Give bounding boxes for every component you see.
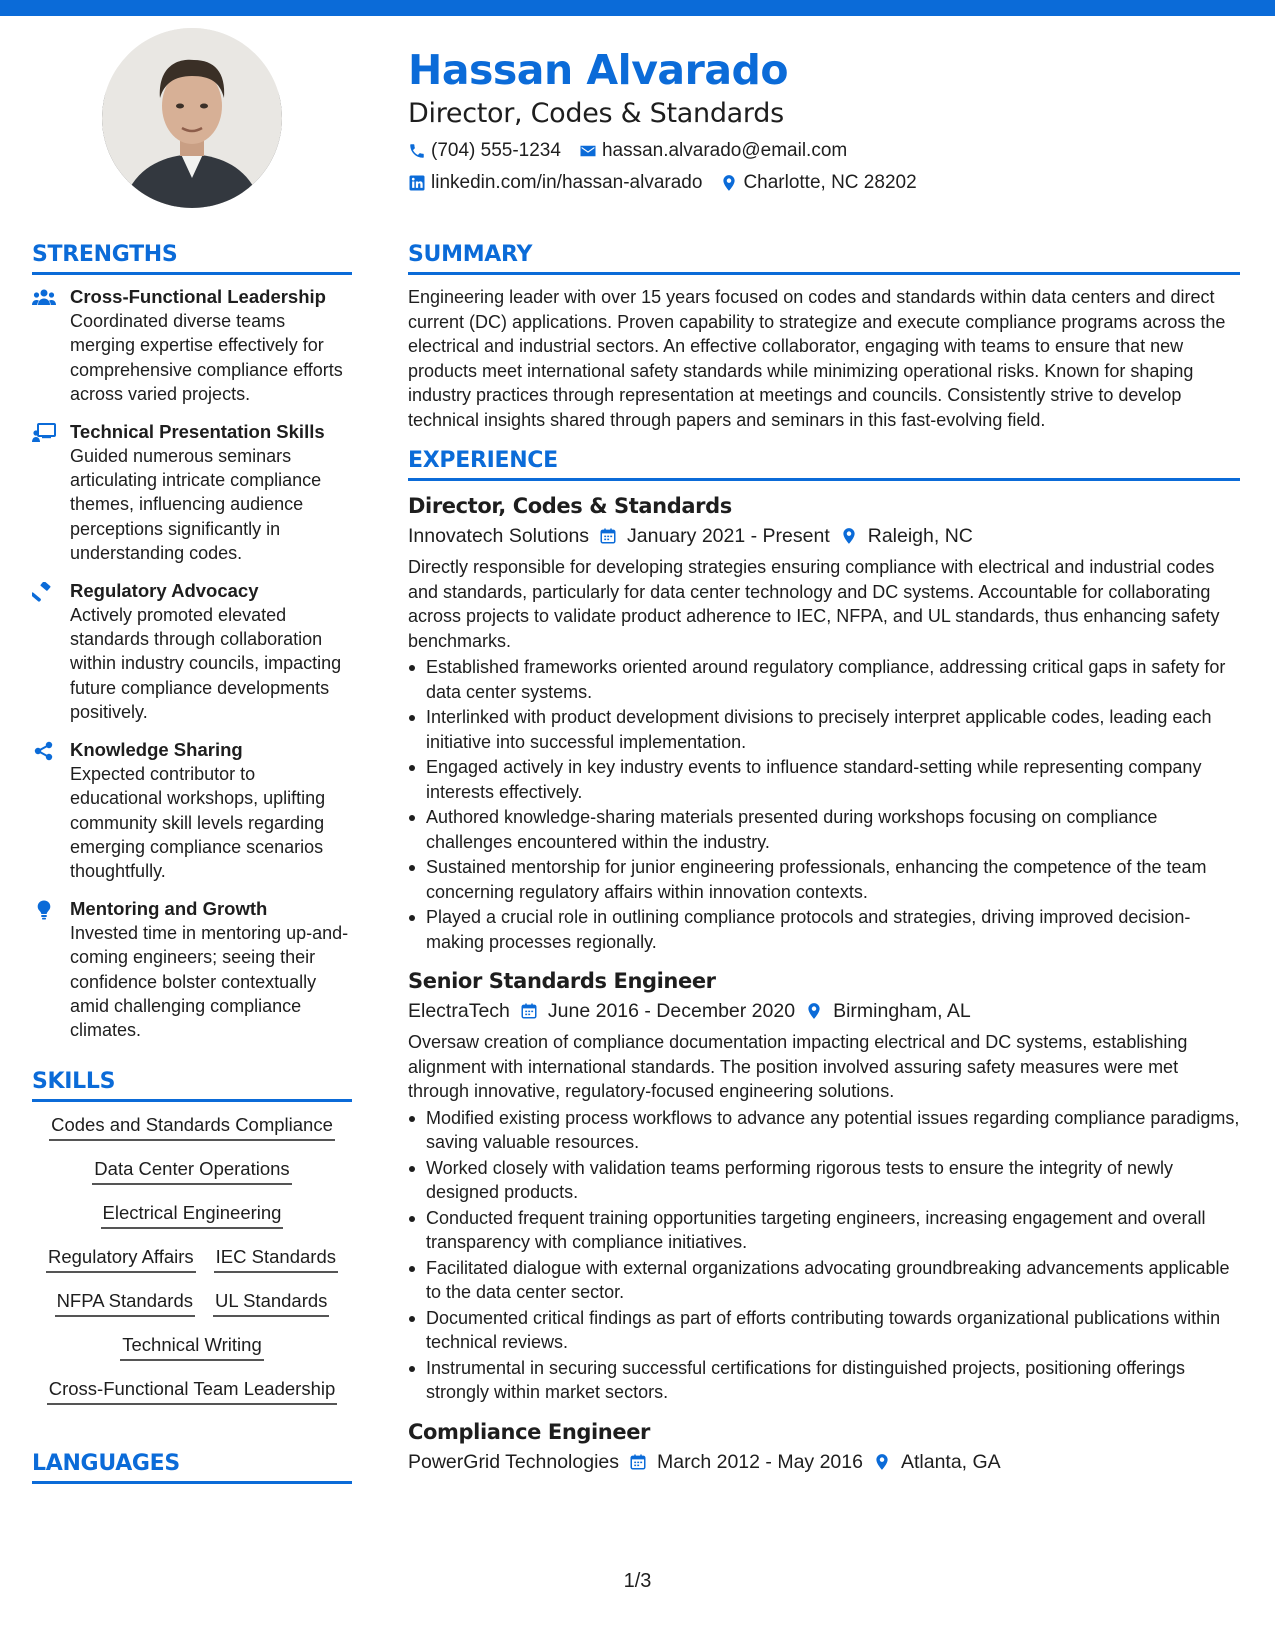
skill-tag: Cross-Functional Team Leadership bbox=[47, 1376, 338, 1405]
list-item: Facilitated dialogue with external organizations advocating groundbreaking advancements applicable to the data center sector. bbox=[408, 1256, 1240, 1305]
phone-icon bbox=[408, 142, 426, 160]
job-entry bbox=[408, 966, 1240, 1405]
job-company: PowerGrid Technologies bbox=[408, 1450, 620, 1473]
map-pin-icon bbox=[805, 1002, 823, 1020]
job-description: Oversaw creation of compliance documentation impacting electrical and DC systems, establishing alignment with international standards. The position involved assuring safety measures were met through innovative, regulatory-focused engineering solutions. bbox=[408, 1032, 1188, 1101]
strength-title: Knowledge Sharing bbox=[70, 738, 243, 760]
job-meta bbox=[408, 996, 1240, 1026]
linkedin-icon bbox=[408, 174, 426, 192]
strength-item bbox=[32, 285, 352, 407]
strength-item bbox=[32, 420, 352, 566]
list-item: Established frameworks oriented around regulatory compliance, addressing critical gaps in safety for data center systems. bbox=[408, 655, 1240, 704]
skills-heading: SKILLS bbox=[32, 1067, 352, 1102]
job-meta bbox=[408, 1447, 1240, 1477]
strength-title: Technical Presentation Skills bbox=[70, 420, 325, 442]
job-location: Raleigh, NC bbox=[867, 525, 973, 547]
job-title: Compliance Engineer bbox=[408, 1419, 650, 1444]
users-icon bbox=[32, 288, 56, 308]
job-title: Director, Codes & Standards bbox=[408, 494, 732, 518]
strength-item bbox=[32, 897, 352, 1043]
skills-list bbox=[32, 1112, 352, 1405]
strength-item bbox=[32, 738, 352, 884]
skill-tag: Codes and Standards Compliance bbox=[49, 1112, 335, 1141]
list-item: Conducted frequent training opportunities targeting engineers, increasing engagement and overall transparency with compliance initiatives. bbox=[408, 1206, 1240, 1255]
skill-tag: Electrical Engineering bbox=[101, 1200, 284, 1229]
skill-tag: Technical Writing bbox=[120, 1332, 264, 1361]
job-bullets bbox=[408, 655, 1240, 954]
job-location: Birmingham, AL bbox=[833, 1000, 971, 1022]
phone-text: (704) 555-1234 bbox=[431, 140, 561, 161]
strength-description: Coordinated diverse teams merging expertise effectively for comprehensive compliance efforts across varied projects. bbox=[70, 311, 343, 405]
map-pin-icon bbox=[840, 527, 858, 545]
strengths-heading: STRENGTHS bbox=[32, 240, 352, 275]
phone-contact[interactable] bbox=[408, 138, 561, 164]
job-location: Atlanta, GA bbox=[900, 1450, 1001, 1473]
list-item: Modified existing process workflows to advance any potential issues regarding compliance paradigms, saving valuable resources. bbox=[408, 1106, 1240, 1155]
location-text: Charlotte, NC 28202 bbox=[743, 172, 917, 193]
skill-tag: UL Standards bbox=[213, 1288, 329, 1317]
job-entry bbox=[408, 491, 1240, 954]
job-meta bbox=[408, 521, 1240, 551]
contact-row-2 bbox=[408, 170, 1248, 196]
list-item: Played a crucial role in outlining compliance protocols and strategies, driving improved decision-making processes regionally. bbox=[408, 905, 1240, 954]
list-item: Worked closely with validation teams performing rigorous tests to ensure the integrity of newly designed products. bbox=[408, 1156, 1240, 1205]
list-item: Sustained mentorship for junior engineering professionals, enhancing the competence of the team concerning regulatory affairs within innovation contexts. bbox=[408, 855, 1240, 904]
profile-photo-icon bbox=[102, 28, 282, 208]
envelope-icon bbox=[579, 142, 597, 160]
skill-tag: Regulatory Affairs bbox=[46, 1244, 196, 1273]
map-pin-icon bbox=[720, 174, 738, 192]
job-description: Directly responsible for developing strategies ensuring compliance with electrical and industrial codes and standards, particularly for data center technology and DC systems. Accountable for collaborating across projects to validate product adherence to IEC, NFPA, and UL standards, thus enhancing safety benchmarks. bbox=[408, 557, 1220, 651]
summary-heading: SUMMARY bbox=[408, 240, 1240, 275]
candidate-name: Hassan Alvarado bbox=[408, 46, 788, 94]
job-dates: January 2021 - Present bbox=[627, 525, 830, 547]
strength-description: Invested time in mentoring up-and-coming engineers; seeing their confidence bolster contextually amid challenging compliance climates. bbox=[70, 922, 349, 1041]
page-number: 1/3 bbox=[623, 1570, 652, 1592]
skill-tag: IEC Standards bbox=[214, 1244, 338, 1273]
skill-tag: Data Center Operations bbox=[92, 1156, 291, 1185]
resume-header bbox=[408, 44, 1248, 196]
job-company: ElectraTech bbox=[408, 1000, 510, 1022]
email-contact[interactable] bbox=[579, 138, 847, 164]
presentation-icon bbox=[32, 423, 56, 443]
strength-description: Expected contributor to educational workshops, uplifting community skill levels regarding emerging compliance scenarios thoughtfully. bbox=[70, 763, 326, 882]
list-item: Interlinked with product development divisions to precisely interpret applicable codes, leading each initiative into successful implementation. bbox=[408, 705, 1240, 754]
location-contact bbox=[720, 170, 916, 196]
job-dates: March 2012 - May 2016 bbox=[657, 1450, 863, 1473]
calendar-icon bbox=[520, 1002, 538, 1020]
list-item: Engaged actively in key industry events to influence standard-setting while representing company interests effectively. bbox=[408, 755, 1240, 804]
linkedin-contact[interactable] bbox=[408, 170, 702, 196]
list-item: Documented critical findings as part of efforts contributing towards organizational publications within technical reviews. bbox=[408, 1306, 1240, 1355]
main-content bbox=[408, 240, 1240, 1489]
linkedin-text: linkedin.com/in/hassan-alvarado bbox=[431, 172, 703, 193]
skill-tag: NFPA Standards bbox=[55, 1288, 195, 1317]
sidebar bbox=[32, 240, 352, 1494]
email-text: hassan.alvarado@email.com bbox=[601, 140, 848, 161]
share-icon bbox=[32, 741, 56, 761]
summary-text: Engineering leader with over 15 years focused on codes and standards within data centers and direct current (DC) applications. Proven capability to strategize and execute compliance programs across the electrical and industrial sectors. An effective collaborator, engaging with teams to ensure that new products meet international safety standards while minimizing operational risks. Known for shaping industry practices through representation at meetings and councils. Consistently strive to develop technical insights shared through papers and seminars in this fast-evolving field. bbox=[408, 287, 1226, 430]
strength-description: Guided numerous seminars articulating intricate compliance themes, influencing audience perceptions significantly in understanding codes. bbox=[70, 445, 322, 564]
languages-heading: LANGUAGES bbox=[32, 1449, 352, 1484]
lightbulb-icon bbox=[32, 900, 56, 920]
strength-title: Mentoring and Growth bbox=[70, 897, 268, 919]
strength-title: Regulatory Advocacy bbox=[70, 579, 259, 601]
calendar-icon bbox=[629, 1453, 647, 1471]
job-dates: June 2016 - December 2020 bbox=[547, 1000, 796, 1022]
strength-item bbox=[32, 579, 352, 725]
job-title: Senior Standards Engineer bbox=[408, 969, 716, 993]
job-company: Innovatech Solutions bbox=[408, 525, 590, 547]
map-pin-icon bbox=[873, 1453, 891, 1471]
job-entry bbox=[408, 1417, 1240, 1477]
list-item: Authored knowledge-sharing materials presented during workshops focusing on compliance challenges encountered within the industry. bbox=[408, 805, 1240, 854]
profile-photo bbox=[102, 28, 282, 208]
contact-row-1 bbox=[408, 138, 1248, 164]
list-item: Instrumental in securing successful certifications for distinguished projects, positioning offerings strongly within market sectors. bbox=[408, 1356, 1240, 1405]
strength-title: Cross-Functional Leadership bbox=[70, 286, 326, 307]
job-bullets bbox=[408, 1106, 1240, 1405]
strength-description: Actively promoted elevated standards through collaboration within industry councils, impacting future compliance developments positively. bbox=[70, 604, 342, 723]
experience-heading: EXPERIENCE bbox=[408, 446, 1240, 481]
top-accent-bar bbox=[0, 0, 1275, 16]
gavel-icon bbox=[32, 582, 56, 602]
calendar-icon bbox=[599, 527, 617, 545]
candidate-role: Director, Codes & Standards bbox=[408, 98, 784, 129]
